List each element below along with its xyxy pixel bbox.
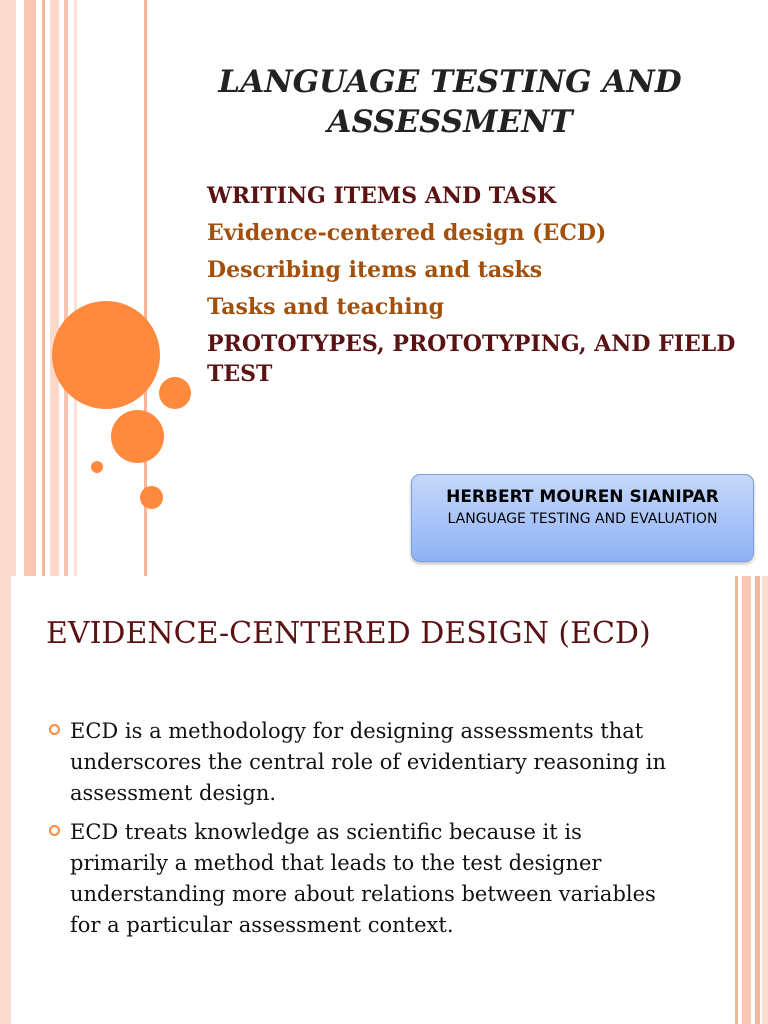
content-slide (0, 576, 768, 1024)
author-course: LANGUAGE TESTING AND EVALUATION (447, 511, 718, 527)
decor-stripe (64, 0, 68, 576)
decor-stripe (0, 0, 16, 576)
decor-stripe (762, 576, 768, 1024)
decor-stripe (24, 0, 36, 576)
topic-item: WRITING ITEMS AND TASK (207, 183, 556, 209)
topic-item: Describing items and tasks (207, 257, 543, 283)
topic-item: PROTOTYPES, PROTOTYPING, AND FIELD TEST (207, 331, 736, 387)
topic-list (207, 181, 747, 389)
decor-stripe (755, 576, 760, 1024)
author-name: HERBERT MOUREN SIANIPAR (446, 487, 719, 507)
decor-stripe (42, 0, 45, 576)
decor-stripe (742, 576, 751, 1024)
decor-stripe (74, 0, 77, 576)
decor-circle (140, 486, 163, 509)
bullet-circle-icon (49, 825, 60, 836)
bullet-item (46, 716, 686, 809)
bullet-text: ECD treats knowledge as scientific because it is primarily a method that leads to the test designer understanding more about relations between variables for a particular assessment context. (70, 820, 656, 937)
decor-stripe (50, 0, 59, 576)
bullet-text: ECD is a methodology for designing assessments that underscores the central role of evidentiary reasoning in assessment design. (70, 719, 667, 805)
bullet-item (46, 817, 686, 941)
topic-item: Tasks and teaching (207, 294, 445, 320)
decor-circle (111, 410, 164, 463)
decor-stripe (735, 576, 738, 1024)
slide-title: LANGUAGE TESTING AND ASSESSMENT (218, 64, 682, 140)
decor-circle-small (91, 461, 103, 473)
topic-item: Evidence-centered design (ECD) (207, 220, 607, 246)
author-box (411, 474, 754, 562)
slide-title: EVIDENCE-CENTERED DESIGN (ECD) (46, 616, 651, 651)
bullet-list (46, 716, 686, 949)
decor-stripe (0, 576, 11, 1024)
bullet-circle-icon (49, 724, 60, 735)
decor-circle-large (52, 301, 160, 409)
decor-circle (159, 377, 191, 409)
